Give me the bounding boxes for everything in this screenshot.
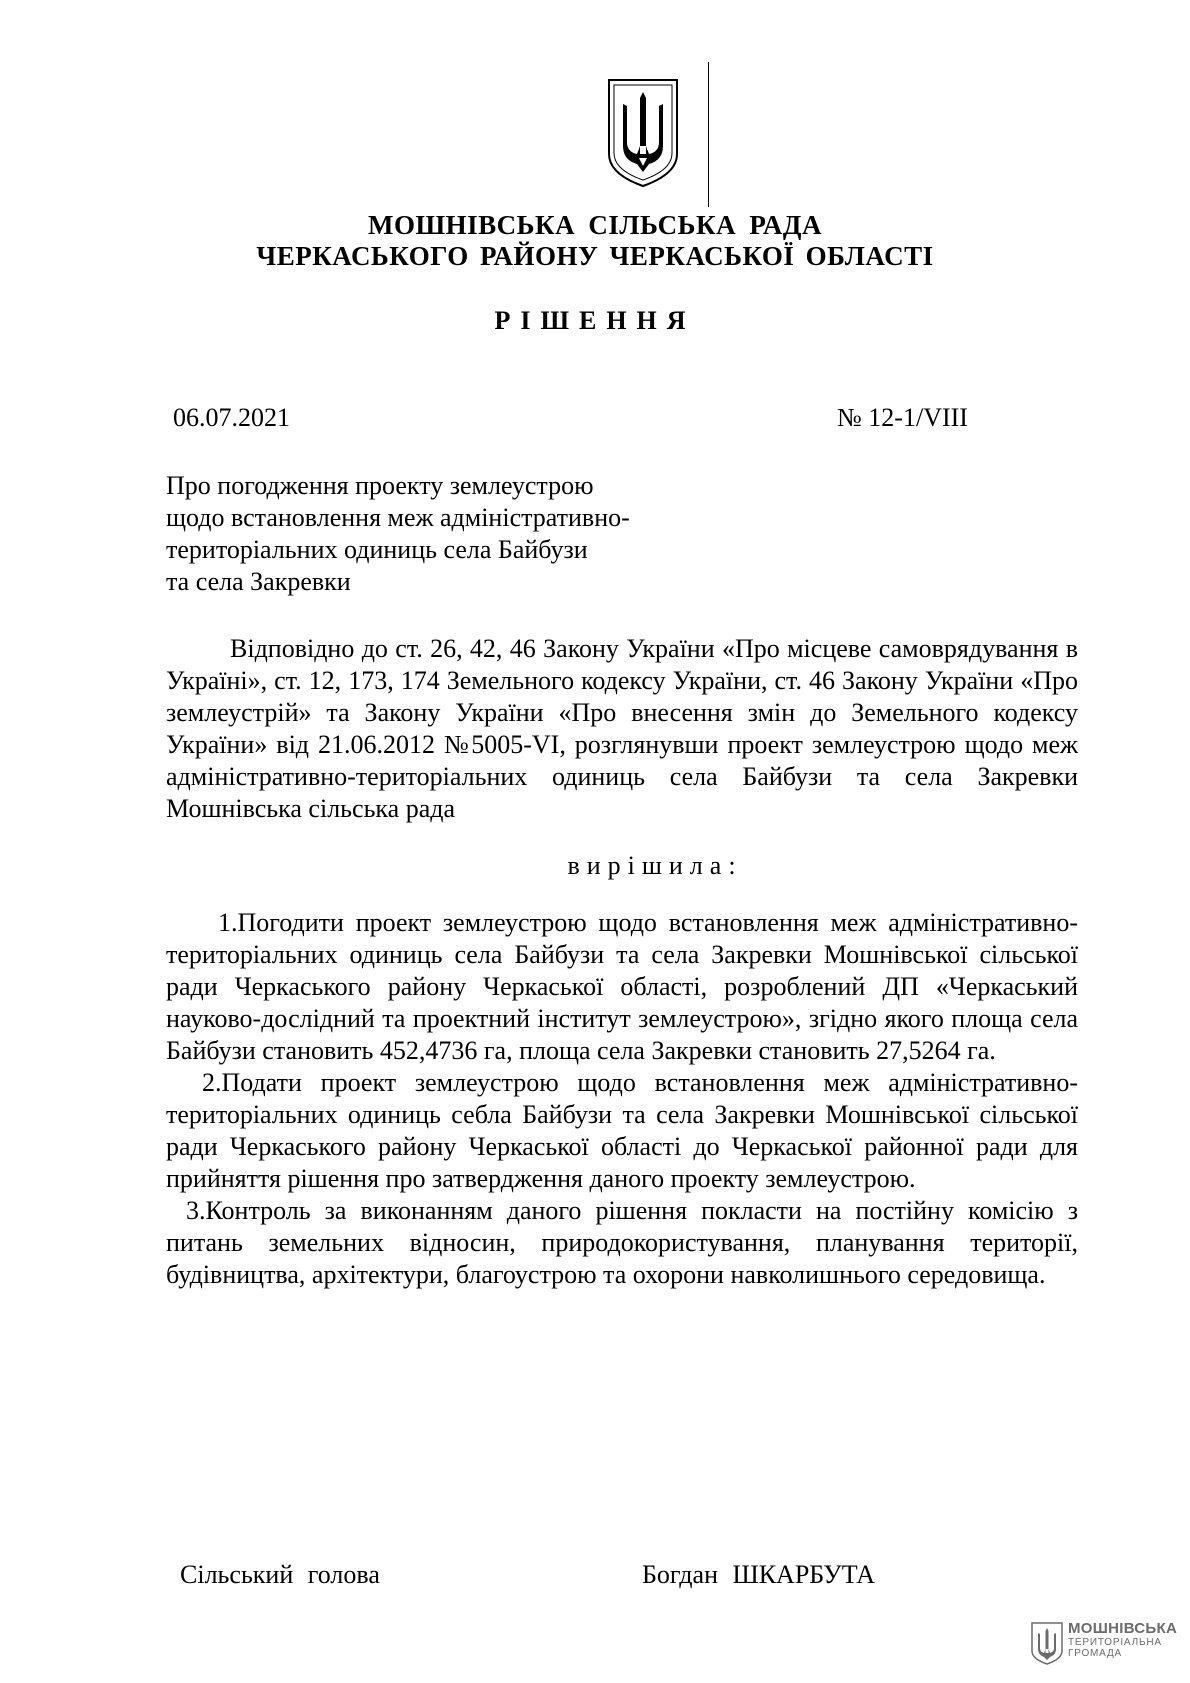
district-region: ЧЕРКАСЬКОГО РАЙОНУ ЧЕРКАСЬКОЇ ОБЛАСТІ [256, 241, 934, 271]
trident-logo-icon [1030, 1621, 1064, 1665]
trident-coat-of-arms-icon [605, 76, 681, 188]
council-name: МОШНІВСЬКА СІЛЬСЬКА РАДА [368, 210, 822, 240]
decision-date: 06.07.2021 [173, 403, 290, 432]
decision-number: № 12-1/VIII [837, 403, 968, 432]
decision-subject [166, 470, 706, 598]
subject-line: Про погодження проекту землеустрою [166, 471, 594, 500]
watermark-line-1: МОШНІВСЬКА [1068, 1620, 1178, 1637]
decision-item-2: 2.Подати проект землеустрою щодо встановлення меж адміністративно-територіальних одиниць себла Байбузи та села Закревки Мошнівської сільської ради Черкаського району Черкаської області до Черкаської районної ради для прийняття рішення про затвердження даного проекту землеустрою. [166, 1068, 1078, 1193]
resolved-heading: вирішила: [567, 851, 743, 880]
preamble-paragraph: Відповідно до ст. 26, 42, 46 Закону України «Про місцеве самоврядування в Україні», ст. 12, 173, 174 Земельного кодексу України, ст. 46 Закону України «Про землеустрій» та Закону України «Про внесення змін до Земельного кодексу України» від 21.06.2012 №5005-VI, розглянувши проект землеустрою щодо меж адміністративно-територіальних одиниць села Байбузи та села Закревки Мошнівська сільська рада [166, 634, 1078, 823]
subject-line: територіальних одиниць села Байбузи [166, 535, 588, 564]
subject-line: та села Закревки [166, 567, 351, 596]
document-type-heading: РІШЕННЯ [494, 306, 696, 335]
signatory-name: Богдан ШКАРБУТА [642, 1560, 876, 1589]
subject-line: щодо встановлення меж адміністративно- [166, 503, 630, 532]
header-vertical-rule [708, 62, 709, 207]
community-watermark-logo [1030, 1619, 1178, 1669]
decision-item-3: 3.Контроль за виконанням даного рішення покласти на постійну комісію з питань земельних відносин, природокористування, планування території, будівництва, архітектури, благоустрою та охорони навколишнього середовища. [166, 1196, 1078, 1289]
watermark-line-2: ТЕРИТОРІАЛЬНА [1068, 1637, 1162, 1648]
signatory-title: Сільський голова [180, 1560, 380, 1589]
decision-item-1: 1.Погодити проект землеустрою щодо встановлення меж адміністративно-територіальних одиниць села Байбузи та села Закревки Мошнівської сільської ради Черкаського району Черкаської області, розроблений ДП «Черкаський науково-дослідний та проектний інститут землеустрою», згідно якого площа села Байбузи становить 452,4736 га, площа села Закревки становить 27,5264 га. [166, 908, 1078, 1065]
watermark-line-3: ГРОМАДА [1068, 1648, 1123, 1659]
